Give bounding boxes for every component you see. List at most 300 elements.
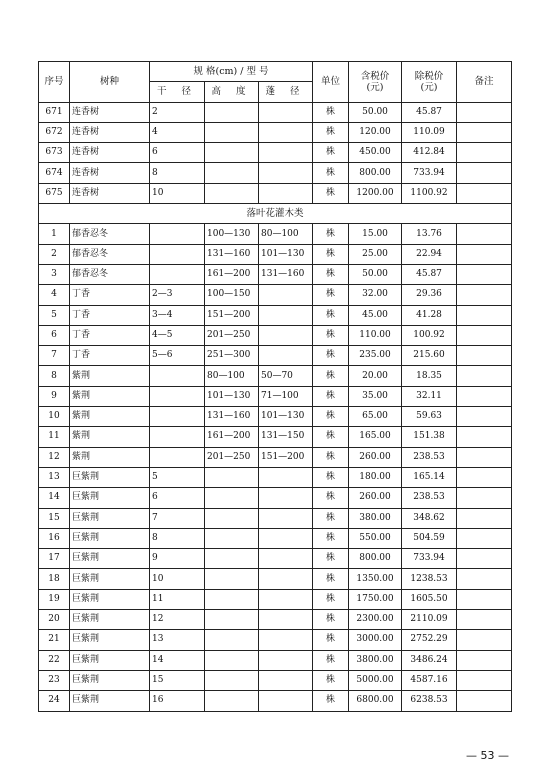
cell-seq: 9 — [39, 386, 70, 406]
header-crown: 蓬 径 — [259, 82, 313, 102]
cell-unit: 株 — [313, 102, 349, 122]
table-row — [39, 366, 512, 386]
cell-seq: 5 — [39, 305, 70, 325]
header-height: 高 度 — [205, 82, 259, 102]
cell-unit: 株 — [313, 407, 349, 427]
cell-species: 巨紫荆 — [70, 528, 150, 548]
cell-tax-incl: 50.00 — [349, 264, 402, 284]
cell-tax-incl: 550.00 — [349, 528, 402, 548]
cell-trunk — [150, 407, 205, 427]
cell-remark — [457, 488, 512, 508]
table-row — [39, 467, 512, 487]
price-table-sheet — [38, 61, 511, 712]
cell-unit: 株 — [313, 305, 349, 325]
cell-tax-incl: 6800.00 — [349, 691, 402, 711]
cell-unit: 株 — [313, 183, 349, 203]
cell-trunk — [150, 386, 205, 406]
table-row — [39, 549, 512, 569]
cell-tax-incl: 800.00 — [349, 163, 402, 183]
cell-seq: 20 — [39, 610, 70, 630]
cell-seq: 21 — [39, 630, 70, 650]
cell-crown: 131—150 — [259, 427, 313, 447]
table-body-lower — [39, 224, 512, 711]
cell-tax-incl: 165.00 — [349, 427, 402, 447]
cell-height — [205, 467, 259, 487]
cell-remark — [457, 325, 512, 345]
cell-crown: 101—130 — [259, 244, 313, 264]
cell-remark — [457, 447, 512, 467]
table-row — [39, 386, 512, 406]
cell-height — [205, 610, 259, 630]
cell-height — [205, 163, 259, 183]
cell-tax-incl: 32.00 — [349, 285, 402, 305]
cell-trunk: 10 — [150, 183, 205, 203]
cell-species: 巨紫荆 — [70, 488, 150, 508]
cell-height — [205, 528, 259, 548]
cell-unit: 株 — [313, 427, 349, 447]
cell-tax-incl: 45.00 — [349, 305, 402, 325]
header-tax-incl — [349, 62, 402, 103]
cell-seq: 8 — [39, 366, 70, 386]
cell-seq: 13 — [39, 467, 70, 487]
table-row — [39, 610, 512, 630]
cell-species: 郁香忍冬 — [70, 244, 150, 264]
cell-tax-excl: 18.35 — [402, 366, 457, 386]
cell-trunk: 11 — [150, 589, 205, 609]
cell-tax-incl: 380.00 — [349, 508, 402, 528]
cell-tax-excl: 22.94 — [402, 244, 457, 264]
cell-trunk — [150, 224, 205, 244]
header-remark: 备注 — [457, 62, 512, 103]
header-tax-excl-label: 除税价 — [414, 70, 444, 82]
cell-height — [205, 488, 259, 508]
cell-crown — [259, 569, 313, 589]
cell-remark — [457, 569, 512, 589]
cell-tax-excl: 412.84 — [402, 143, 457, 163]
cell-species: 连香树 — [70, 122, 150, 142]
cell-species: 巨紫荆 — [70, 650, 150, 670]
cell-species: 丁香 — [70, 325, 150, 345]
cell-remark — [457, 407, 512, 427]
cell-seq: 16 — [39, 528, 70, 548]
cell-tax-incl: 65.00 — [349, 407, 402, 427]
table-row — [39, 691, 512, 711]
header-tax-excl — [402, 62, 457, 103]
cell-height: 100—150 — [205, 285, 259, 305]
cell-tax-excl: 165.14 — [402, 467, 457, 487]
cell-crown: 80—100 — [259, 224, 313, 244]
cell-height: 201—250 — [205, 325, 259, 345]
table-row — [39, 224, 512, 244]
cell-height — [205, 102, 259, 122]
cell-unit: 株 — [313, 143, 349, 163]
cell-trunk — [150, 366, 205, 386]
cell-trunk: 4—5 — [150, 325, 205, 345]
cell-remark — [457, 589, 512, 609]
cell-remark — [457, 264, 512, 284]
cell-tax-incl: 110.00 — [349, 325, 402, 345]
cell-remark — [457, 670, 512, 690]
cell-seq: 672 — [39, 122, 70, 142]
table-row — [39, 569, 512, 589]
cell-remark — [457, 650, 512, 670]
cell-tax-incl: 3800.00 — [349, 650, 402, 670]
cell-species: 郁香忍冬 — [70, 264, 150, 284]
cell-seq: 674 — [39, 163, 70, 183]
cell-height — [205, 183, 259, 203]
cell-remark — [457, 508, 512, 528]
cell-species: 连香树 — [70, 183, 150, 203]
cell-remark — [457, 346, 512, 366]
header-tax-incl-label: 含税价 — [360, 70, 390, 82]
cell-species: 巨紫荆 — [70, 670, 150, 690]
cell-unit: 株 — [313, 467, 349, 487]
cell-crown — [259, 122, 313, 142]
table-row — [39, 183, 512, 203]
table-row — [39, 407, 512, 427]
cell-seq: 24 — [39, 691, 70, 711]
cell-trunk: 15 — [150, 670, 205, 690]
cell-seq: 7 — [39, 346, 70, 366]
cell-tax-excl: 733.94 — [402, 163, 457, 183]
cell-height — [205, 630, 259, 650]
cell-tax-incl: 15.00 — [349, 224, 402, 244]
cell-crown — [259, 102, 313, 122]
cell-unit: 株 — [313, 549, 349, 569]
cell-crown: 71—100 — [259, 386, 313, 406]
cell-trunk: 8 — [150, 528, 205, 548]
cell-tax-excl: 1605.50 — [402, 589, 457, 609]
cell-unit: 株 — [313, 224, 349, 244]
cell-height: 161—200 — [205, 427, 259, 447]
cell-crown — [259, 163, 313, 183]
cell-trunk: 10 — [150, 569, 205, 589]
cell-trunk — [150, 264, 205, 284]
cell-trunk: 3—4 — [150, 305, 205, 325]
cell-remark — [457, 244, 512, 264]
cell-tax-incl: 35.00 — [349, 386, 402, 406]
cell-tax-excl: 29.36 — [402, 285, 457, 305]
cell-seq: 671 — [39, 102, 70, 122]
cell-tax-incl: 1350.00 — [349, 569, 402, 589]
cell-unit: 株 — [313, 163, 349, 183]
cell-tax-excl: 1100.92 — [402, 183, 457, 203]
cell-tax-incl: 25.00 — [349, 244, 402, 264]
cell-species: 紫荆 — [70, 366, 150, 386]
cell-crown — [259, 650, 313, 670]
table-row — [39, 102, 512, 122]
cell-remark — [457, 183, 512, 203]
cell-seq: 4 — [39, 285, 70, 305]
cell-trunk — [150, 244, 205, 264]
cell-tax-excl: 151.38 — [402, 427, 457, 447]
cell-height: 161—200 — [205, 264, 259, 284]
cell-seq: 12 — [39, 447, 70, 467]
cell-species: 郁香忍冬 — [70, 224, 150, 244]
table-row — [39, 305, 512, 325]
cell-tax-excl: 59.63 — [402, 407, 457, 427]
cell-height: 101—130 — [205, 386, 259, 406]
cell-seq: 11 — [39, 427, 70, 447]
cell-seq: 673 — [39, 143, 70, 163]
cell-seq: 675 — [39, 183, 70, 203]
table-row — [39, 143, 512, 163]
cell-height: 251—300 — [205, 346, 259, 366]
cell-crown: 101—130 — [259, 407, 313, 427]
cell-unit: 株 — [313, 447, 349, 467]
cell-height — [205, 589, 259, 609]
cell-seq: 6 — [39, 325, 70, 345]
cell-tax-excl: 733.94 — [402, 549, 457, 569]
cell-unit: 株 — [313, 386, 349, 406]
cell-crown — [259, 183, 313, 203]
cell-species: 巨紫荆 — [70, 630, 150, 650]
cell-trunk: 7 — [150, 508, 205, 528]
cell-height: 100—130 — [205, 224, 259, 244]
cell-unit: 株 — [313, 285, 349, 305]
table-row — [39, 650, 512, 670]
cell-height: 131—160 — [205, 407, 259, 427]
cell-species: 连香树 — [70, 102, 150, 122]
cell-crown — [259, 305, 313, 325]
cell-crown — [259, 630, 313, 650]
cell-unit: 株 — [313, 325, 349, 345]
cell-tax-excl: 110.09 — [402, 122, 457, 142]
cell-trunk: 14 — [150, 650, 205, 670]
table-row — [39, 244, 512, 264]
cell-species: 连香树 — [70, 143, 150, 163]
cell-height — [205, 569, 259, 589]
cell-tax-excl: 348.62 — [402, 508, 457, 528]
cell-species: 丁香 — [70, 285, 150, 305]
cell-tax-incl: 180.00 — [349, 467, 402, 487]
cell-tax-incl: 5000.00 — [349, 670, 402, 690]
cell-remark — [457, 610, 512, 630]
cell-species: 巨紫荆 — [70, 589, 150, 609]
cell-crown: 151—200 — [259, 447, 313, 467]
cell-tax-incl: 800.00 — [349, 549, 402, 569]
cell-unit: 株 — [313, 610, 349, 630]
cell-trunk: 2—3 — [150, 285, 205, 305]
table-row — [39, 589, 512, 609]
cell-seq: 1 — [39, 224, 70, 244]
cell-seq: 19 — [39, 589, 70, 609]
cell-unit: 株 — [313, 488, 349, 508]
cell-height — [205, 549, 259, 569]
cell-tax-incl: 50.00 — [349, 102, 402, 122]
cell-remark — [457, 386, 512, 406]
cell-unit: 株 — [313, 630, 349, 650]
cell-tax-incl: 120.00 — [349, 122, 402, 142]
cell-tax-excl: 41.28 — [402, 305, 457, 325]
cell-remark — [457, 224, 512, 244]
cell-height — [205, 691, 259, 711]
table-body-upper — [39, 102, 512, 203]
cell-trunk: 2 — [150, 102, 205, 122]
section-title: 落叶花灌木类 — [39, 204, 512, 224]
price-table — [38, 61, 512, 712]
table-header — [39, 62, 512, 103]
cell-crown — [259, 143, 313, 163]
cell-remark — [457, 427, 512, 447]
cell-remark — [457, 467, 512, 487]
header-unit: 单位 — [313, 62, 349, 103]
cell-trunk: 8 — [150, 163, 205, 183]
cell-unit: 株 — [313, 528, 349, 548]
cell-remark — [457, 305, 512, 325]
table-row — [39, 264, 512, 284]
cell-crown — [259, 325, 313, 345]
section-row — [39, 204, 512, 224]
cell-species: 巨紫荆 — [70, 569, 150, 589]
cell-unit: 株 — [313, 122, 349, 142]
cell-unit: 株 — [313, 670, 349, 690]
cell-tax-incl: 260.00 — [349, 447, 402, 467]
cell-seq: 15 — [39, 508, 70, 528]
cell-unit: 株 — [313, 366, 349, 386]
header-spec-group: 规 格(cm) / 型 号 — [150, 62, 313, 82]
cell-tax-excl: 2110.09 — [402, 610, 457, 630]
cell-tax-excl: 3486.24 — [402, 650, 457, 670]
header-tax-excl-currency: (元) — [420, 81, 438, 93]
cell-unit: 株 — [313, 650, 349, 670]
cell-species: 巨紫荆 — [70, 508, 150, 528]
cell-tax-incl: 235.00 — [349, 346, 402, 366]
cell-crown — [259, 610, 313, 630]
cell-unit: 株 — [313, 691, 349, 711]
cell-tax-excl: 13.76 — [402, 224, 457, 244]
cell-remark — [457, 549, 512, 569]
table-row — [39, 528, 512, 548]
cell-tax-excl: 6238.53 — [402, 691, 457, 711]
section-divider — [39, 204, 512, 224]
header-seq: 序号 — [39, 62, 70, 103]
cell-trunk — [150, 447, 205, 467]
cell-tax-excl: 32.11 — [402, 386, 457, 406]
table-row — [39, 427, 512, 447]
table-row — [39, 488, 512, 508]
cell-height — [205, 143, 259, 163]
cell-unit: 株 — [313, 589, 349, 609]
cell-tax-excl: 1238.53 — [402, 569, 457, 589]
cell-remark — [457, 366, 512, 386]
cell-height — [205, 122, 259, 142]
cell-species: 巨紫荆 — [70, 691, 150, 711]
cell-seq: 17 — [39, 549, 70, 569]
table-row — [39, 508, 512, 528]
cell-tax-excl: 45.87 — [402, 264, 457, 284]
cell-crown — [259, 346, 313, 366]
cell-trunk: 12 — [150, 610, 205, 630]
cell-tax-incl: 1750.00 — [349, 589, 402, 609]
cell-remark — [457, 691, 512, 711]
cell-unit: 株 — [313, 508, 349, 528]
cell-tax-excl: 45.87 — [402, 102, 457, 122]
cell-tax-excl: 4587.16 — [402, 670, 457, 690]
cell-trunk: 4 — [150, 122, 205, 142]
cell-crown — [259, 670, 313, 690]
cell-tax-excl: 100.92 — [402, 325, 457, 345]
cell-tax-incl: 260.00 — [349, 488, 402, 508]
cell-tax-incl: 3000.00 — [349, 630, 402, 650]
cell-species: 丁香 — [70, 305, 150, 325]
cell-trunk: 6 — [150, 143, 205, 163]
cell-crown — [259, 285, 313, 305]
cell-crown: 131—160 — [259, 264, 313, 284]
cell-tax-excl: 504.59 — [402, 528, 457, 548]
table-row — [39, 122, 512, 142]
cell-seq: 18 — [39, 569, 70, 589]
cell-unit: 株 — [313, 346, 349, 366]
cell-trunk: 5—6 — [150, 346, 205, 366]
cell-height — [205, 508, 259, 528]
cell-crown — [259, 691, 313, 711]
cell-height — [205, 670, 259, 690]
cell-height: 80—100 — [205, 366, 259, 386]
cell-tax-incl: 2300.00 — [349, 610, 402, 630]
cell-trunk: 6 — [150, 488, 205, 508]
cell-height: 151—200 — [205, 305, 259, 325]
cell-seq: 10 — [39, 407, 70, 427]
cell-species: 巨紫荆 — [70, 467, 150, 487]
cell-trunk — [150, 427, 205, 447]
cell-remark — [457, 528, 512, 548]
cell-crown — [259, 467, 313, 487]
cell-crown — [259, 528, 313, 548]
cell-tax-incl: 450.00 — [349, 143, 402, 163]
table-row — [39, 447, 512, 467]
cell-remark — [457, 163, 512, 183]
cell-seq: 2 — [39, 244, 70, 264]
cell-species: 紫荆 — [70, 407, 150, 427]
cell-crown — [259, 488, 313, 508]
cell-unit: 株 — [313, 569, 349, 589]
cell-remark — [457, 102, 512, 122]
header-trunk: 干 径 — [150, 82, 205, 102]
cell-crown: 50—70 — [259, 366, 313, 386]
cell-seq: 23 — [39, 670, 70, 690]
cell-species: 巨紫荆 — [70, 549, 150, 569]
header-tax-incl-currency: (元) — [366, 81, 384, 93]
cell-tax-excl: 238.53 — [402, 488, 457, 508]
cell-seq: 22 — [39, 650, 70, 670]
cell-species: 紫荆 — [70, 427, 150, 447]
table-row — [39, 325, 512, 345]
cell-crown — [259, 549, 313, 569]
cell-unit: 株 — [313, 264, 349, 284]
cell-trunk: 13 — [150, 630, 205, 650]
table-row — [39, 346, 512, 366]
table-row — [39, 163, 512, 183]
header-species: 树种 — [70, 62, 150, 103]
cell-trunk: 9 — [150, 549, 205, 569]
cell-trunk: 5 — [150, 467, 205, 487]
cell-species: 连香树 — [70, 163, 150, 183]
cell-tax-excl: 215.60 — [402, 346, 457, 366]
cell-species: 紫荆 — [70, 447, 150, 467]
cell-height: 131—160 — [205, 244, 259, 264]
cell-crown — [259, 508, 313, 528]
cell-tax-incl: 20.00 — [349, 366, 402, 386]
cell-height — [205, 650, 259, 670]
cell-species: 紫荆 — [70, 386, 150, 406]
cell-remark — [457, 630, 512, 650]
cell-remark — [457, 285, 512, 305]
cell-species: 巨紫荆 — [70, 610, 150, 630]
cell-remark — [457, 143, 512, 163]
cell-tax-excl: 238.53 — [402, 447, 457, 467]
cell-species: 丁香 — [70, 346, 150, 366]
